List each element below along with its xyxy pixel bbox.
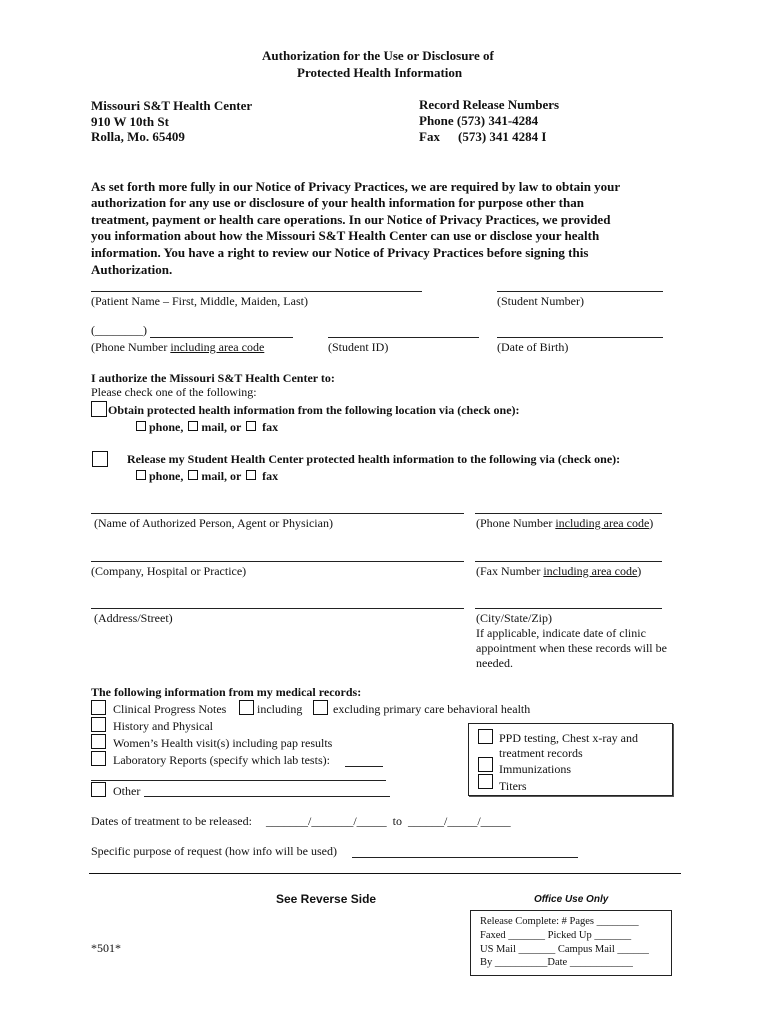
appointment-note-line2: appointment when these records will be xyxy=(476,641,667,655)
office-us-mail: US Mail _______ Campus Mail ______ xyxy=(480,944,649,955)
dob-label: (Date of Birth) xyxy=(497,340,569,354)
ppd-label-line1: PPD testing, Chest x-ray and xyxy=(499,731,638,745)
mail-checkbox[interactable] xyxy=(188,421,198,431)
intro-line-5: information. You have a right to review our Notice of Privacy Practices before signing this xyxy=(91,245,589,260)
immunizations-checkbox[interactable] xyxy=(478,757,493,772)
recipient-phone-label: (Phone Number including area code) xyxy=(476,516,654,530)
mail-checkbox[interactable] xyxy=(188,470,198,480)
excluding-label: excluding primary care behavioral health xyxy=(333,702,531,716)
student-number-label: (Student Number) xyxy=(497,294,584,308)
footer-divider xyxy=(89,873,681,874)
intro-line-1: As set forth more fully in our Notice of Privacy Practices, we are required by law to obtain your xyxy=(91,179,621,194)
city-state-zip-field[interactable] xyxy=(475,608,662,609)
ppd-checkbox[interactable] xyxy=(478,729,493,744)
company-field[interactable] xyxy=(91,561,464,562)
recipient-phone-field[interactable] xyxy=(475,513,662,514)
dates-label: Dates of treatment to be released: xyxy=(91,814,252,828)
release-fax-number: (573) 341 4284 I xyxy=(458,129,547,144)
patient-name-label: (Patient Name – First, Middle, Maiden, Last) xyxy=(91,294,308,308)
obtain-via-options: phone, mail, or fax xyxy=(136,420,278,435)
dob-field[interactable] xyxy=(497,337,663,338)
release-heading: Record Release Numbers xyxy=(419,97,560,112)
immunizations-label: Immunizations xyxy=(499,762,571,776)
including-checkbox[interactable] xyxy=(239,700,254,715)
center-street: 910 W 10th St xyxy=(91,114,169,129)
lab-tests-extra-field[interactable] xyxy=(91,780,386,781)
patient-phone-label: (Phone Number including area code xyxy=(91,340,265,354)
titers-checkbox[interactable] xyxy=(478,774,493,789)
dates-field[interactable]: _______/_______/_____ to ______/_____/_____ xyxy=(266,814,511,828)
patient-phone-field[interactable] xyxy=(150,337,293,338)
check-one-instruction: Please check one of the following: xyxy=(91,385,257,399)
office-faxed: Faxed _______ Picked Up _______ xyxy=(480,930,632,941)
student-number-field[interactable] xyxy=(497,291,663,292)
release-option-label: Release my Student Health Center protected health information to the following via (check one): xyxy=(127,452,621,466)
history-physical-label: History and Physical xyxy=(113,719,213,733)
center-city: Rolla, Mo. 65409 xyxy=(91,129,185,144)
authorize-heading: I authorize the Missouri S&T Health Center to: xyxy=(91,371,335,385)
progress-notes-checkbox[interactable] xyxy=(91,700,106,715)
obtain-checkbox[interactable] xyxy=(91,401,107,417)
lab-tests-field[interactable] xyxy=(345,766,383,767)
patient-name-field[interactable] xyxy=(91,291,422,292)
titers-label: Titers xyxy=(499,779,527,793)
student-id-label: (Student ID) xyxy=(328,340,389,354)
release-via-options: phone, mail, or fax xyxy=(136,469,278,484)
excluding-checkbox[interactable] xyxy=(313,700,328,715)
lab-reports-label: Laboratory Reports (specify which lab tests): xyxy=(113,753,330,767)
ppd-label-line2: treatment records xyxy=(499,746,583,760)
history-physical-checkbox[interactable] xyxy=(91,717,106,732)
purpose-field[interactable] xyxy=(352,857,578,858)
purpose-label: Specific purpose of request (how info will be used) xyxy=(91,844,337,858)
company-label: (Company, Hospital or Practice) xyxy=(91,564,247,578)
release-fax-label: Fax xyxy=(419,129,440,144)
center-name: Missouri S&T Health Center xyxy=(91,98,253,113)
intro-line-3: treatment, payment or health care operations. In our Notice of Privacy Practices, we provided xyxy=(91,212,611,227)
form-number: *501* xyxy=(91,941,121,955)
fax-checkbox[interactable] xyxy=(246,470,256,480)
other-field[interactable] xyxy=(144,796,390,797)
office-release-complete: Release Complete: # Pages ________ xyxy=(480,916,639,927)
phone-checkbox[interactable] xyxy=(136,421,146,431)
progress-notes-label: Clinical Progress Notes xyxy=(113,702,227,716)
recipient-fax-field[interactable] xyxy=(475,561,662,562)
see-reverse-side: See Reverse Side xyxy=(276,892,377,906)
form-title-line1: Authorization for the Use or Disclosure of xyxy=(262,48,494,63)
release-checkbox[interactable] xyxy=(92,451,108,467)
recipient-fax-label: (Fax Number including area code) xyxy=(476,564,642,578)
authorized-person-field[interactable] xyxy=(91,513,464,514)
phone-checkbox[interactable] xyxy=(136,470,146,480)
other-label: Other xyxy=(113,784,141,798)
form-title-line2: Protected Health Information xyxy=(297,65,463,80)
womens-health-checkbox[interactable] xyxy=(91,734,106,749)
intro-line-4: you information about how the Missouri S&T Health Center can use or disclose your health xyxy=(91,228,600,243)
fax-checkbox[interactable] xyxy=(246,421,256,431)
including-label: including xyxy=(257,702,303,716)
intro-line-2: authorization for any use or disclosure of your health information for purpose other than xyxy=(91,195,584,210)
womens-health-label: Women’s Health visit(s) including pap results xyxy=(113,736,333,750)
student-id-field[interactable] xyxy=(328,337,479,338)
other-checkbox[interactable] xyxy=(91,782,106,797)
address-field[interactable] xyxy=(91,608,464,609)
lab-reports-checkbox[interactable] xyxy=(91,751,106,766)
address-label: (Address/Street) xyxy=(94,611,173,625)
authorized-person-label: (Name of Authorized Person, Agent or Physician) xyxy=(94,516,333,530)
phone-area-code: (________) xyxy=(91,323,147,337)
obtain-option-label: Obtain protected health information from the following location via (check one): xyxy=(108,403,520,417)
office-by-date: By __________Date ____________ xyxy=(480,957,633,968)
office-use-heading: Office Use Only xyxy=(534,894,609,905)
release-phone: Phone (573) 341-4284 xyxy=(419,113,539,128)
appointment-note-line1: If applicable, indicate date of clinic xyxy=(476,626,646,640)
intro-line-6: Authorization. xyxy=(91,262,173,277)
records-heading: The following information from my medical records: xyxy=(91,685,362,699)
city-state-zip-label: (City/State/Zip) xyxy=(476,611,552,625)
appointment-note-line3: needed. xyxy=(476,656,513,670)
